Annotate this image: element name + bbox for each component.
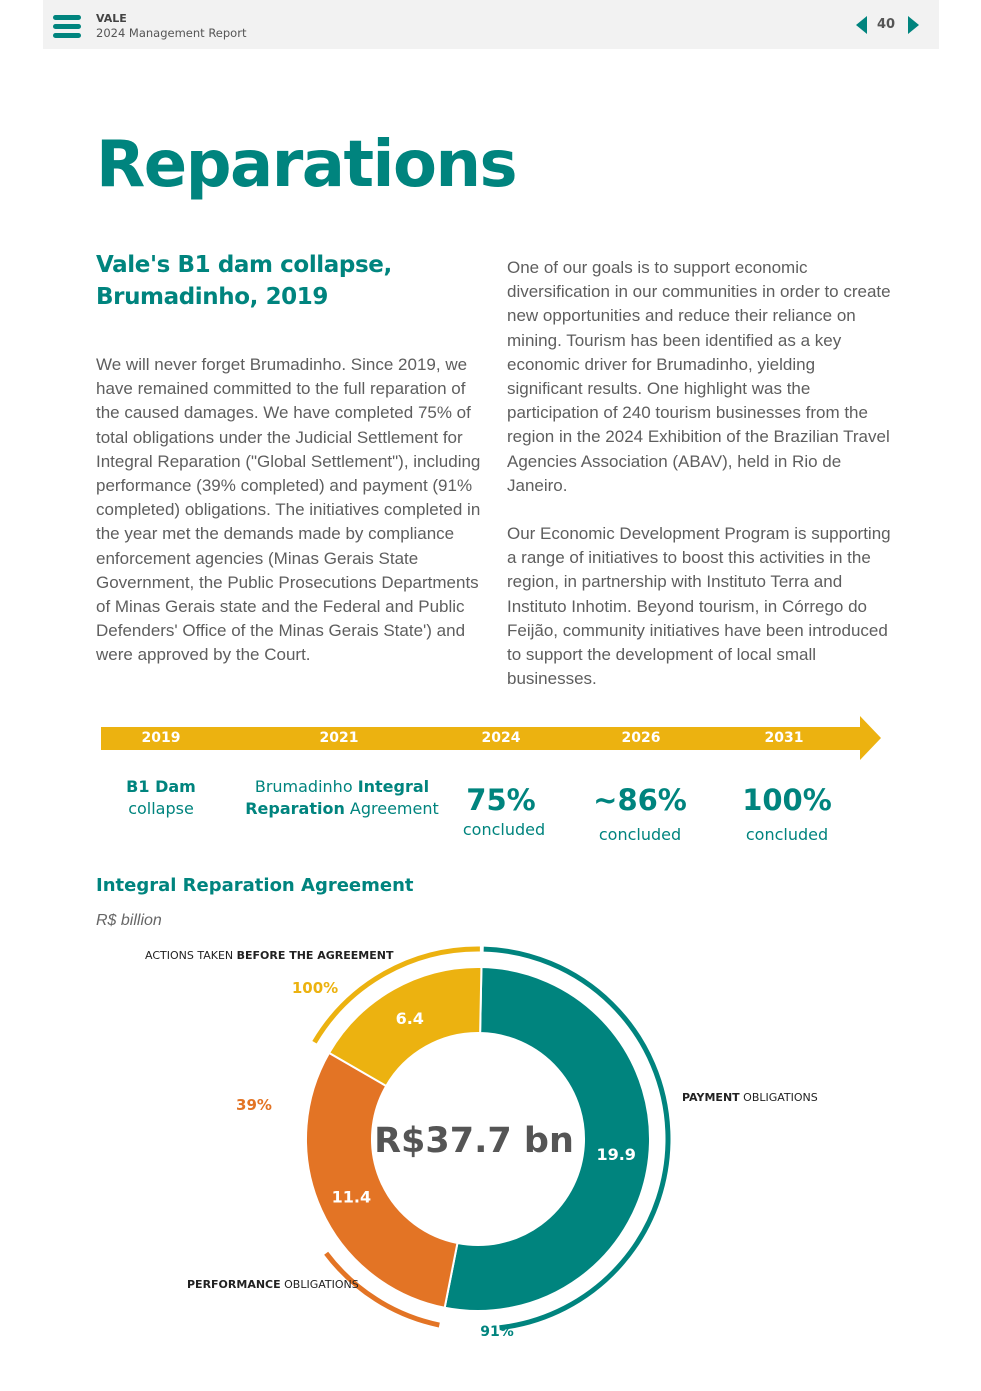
milestone-2024-value: 75% xyxy=(466,783,536,817)
previous-page-icon[interactable] xyxy=(856,16,867,34)
report-title: 2024 Management Report xyxy=(96,26,247,40)
milestone-2026-label: concluded xyxy=(598,825,682,844)
year-2024: 2024 xyxy=(481,730,521,746)
paragraph-right-2: Our Economic Development Program is supporting a range of initiatives to boost this activities in the region, in partnership with Instituto Terra and Instituto Inhotim. Beyond tourism, in Córrego do Feijão, community initiatives have been introduced to support the development of local small businesses. xyxy=(507,524,891,689)
milestone-2024-label: concluded xyxy=(462,820,546,839)
label-before-agreement: ACTIONS TAKEN BEFORE THE AGREEMENT xyxy=(145,949,394,962)
menu-icon[interactable] xyxy=(53,15,81,39)
paragraph-right-1: One of our goals is to support economic diversification in our communities in order to create new opportunities and reduce their reliance on mining. Tourism has been identified as a key economic driver for Brumadinho, yielding significant results. One highlight was the participation of 240 tourism businesses from the region in the 2024 Exhibition of the Brazilian Travel Agencies Association (ABAV), held in Rio de Janeiro. xyxy=(507,258,891,495)
slice-value-performance: 11.4 xyxy=(331,1187,372,1207)
chart-title: Integral Reparation Agreement xyxy=(96,875,414,896)
milestone-2021-pre: Brumadinho xyxy=(254,777,358,796)
completion-payment: 91% xyxy=(480,1324,514,1340)
year-2019: 2019 xyxy=(141,730,181,746)
completion-performance: 39% xyxy=(236,1096,272,1114)
slice-value-before-agreement: 6.4 xyxy=(395,1008,424,1028)
section-heading: Vale's B1 dam collapse, Brumadinho, 2019 xyxy=(96,252,392,310)
chart-unit: R$ billion xyxy=(96,912,162,929)
timeline-arrow-icon xyxy=(860,716,881,760)
page-nav xyxy=(849,15,919,35)
page-number: 40 xyxy=(876,17,896,32)
donut-chart xyxy=(0,930,981,1370)
chart-center-label: R$37.7 bn xyxy=(374,1121,574,1161)
milestone-2019-bold: B1 Dam xyxy=(126,777,196,796)
label-performance: PERFORMANCE OBLIGATIONS xyxy=(187,1278,359,1291)
milestone-2031-value: 100% xyxy=(742,783,832,817)
year-2026: 2026 xyxy=(621,730,661,746)
brand xyxy=(96,12,246,41)
label-payment: PAYMENT OBLIGATIONS xyxy=(682,1091,818,1104)
milestone-2021-post: Agreement xyxy=(344,799,439,818)
milestone-2021-bold2: Reparation xyxy=(245,799,345,818)
slice-performance xyxy=(306,1053,457,1308)
completion-before-agreement: 100% xyxy=(291,979,339,997)
milestone-2019-text: collapse xyxy=(128,799,194,818)
brand-name: VALE xyxy=(96,12,127,25)
slice-value-payment: 19.9 xyxy=(596,1144,636,1164)
milestone-2021 xyxy=(236,776,448,820)
next-page-icon[interactable] xyxy=(908,16,919,34)
page-title: Reparations xyxy=(96,128,517,202)
top-bar xyxy=(43,0,939,49)
milestone-2021-bold1: Integral xyxy=(357,777,430,796)
year-2021: 2021 xyxy=(319,730,359,746)
milestone-2031-label: concluded xyxy=(745,825,829,844)
paragraph-left: We will never forget Brumadinho. Since 2019, we have remained committed to the full reparation of the caused damages. We have completed 75% of total obligations under the Judicial Settlement for Integral Reparation ("Global Settlement"), including performance (39% completed) and payment (91% completed) obligations. The initiatives completed in the year met the demands made by compliance enforcement agencies (Minas Gerais State Government, the Public Prosecutions Departments of Minas Gerais state and the Federal and Public Defenders' Office of the Minas Gerais State') and were approved by the Court. xyxy=(96,355,481,665)
milestone-2019 xyxy=(101,776,221,820)
year-2031: 2031 xyxy=(764,730,804,746)
milestone-2026-value: ~86% xyxy=(593,783,687,817)
